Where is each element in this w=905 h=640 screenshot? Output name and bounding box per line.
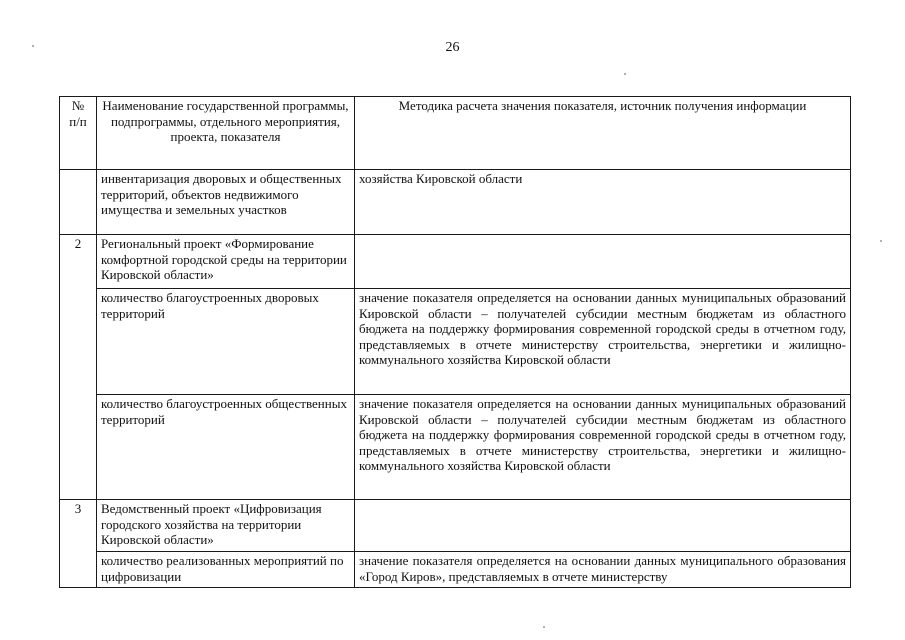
row-name: количество благоустроенных дворовых территорий <box>97 289 355 395</box>
scan-speck <box>32 45 34 47</box>
row-num <box>60 395 97 500</box>
header-name: Наименование государственной программы, подпрограммы, отдельного мероприятия, проекта, показателя <box>97 97 355 170</box>
row-method <box>355 235 851 289</box>
row-num: 3 <box>60 500 97 552</box>
table-row <box>60 235 851 289</box>
table-row <box>60 170 851 235</box>
row-num: 2 <box>60 235 97 289</box>
table-header-row <box>60 97 851 170</box>
row-num <box>60 552 97 588</box>
table-row <box>60 552 851 588</box>
table-row <box>60 395 851 500</box>
row-method <box>355 500 851 552</box>
row-num <box>60 289 97 395</box>
table-row <box>60 289 851 395</box>
row-name: Ведомственный проект «Цифровизация городского хозяйства на территории Кировской области» <box>97 500 355 552</box>
row-method: значение показателя определяется на основании данных муниципальных образований Кировской области – получателей субсидии местным бюджетам из областного бюджета на поддержку формирования современной городской среды в отчетном году, представляемых в отчете министерству строительства, энергетики и жилищно-коммунального хозяйства Кировской области <box>355 289 851 395</box>
page-number: 26 <box>445 40 460 55</box>
header-num: № п/п <box>60 97 97 170</box>
row-method: значение показателя определяется на основании данных муниципальных образований Кировской области – получателей субсидии местным бюджетам из областного бюджета на поддержку формирования современной городской среды в отчетном году, представляемых в отчете министерству строительства, энергетики и жилищно-коммунального хозяйства Кировской области <box>355 395 851 500</box>
scan-speck <box>880 240 882 242</box>
row-method: значение показателя определяется на основании данных муниципального образования «Город Киров», представляемых в отчете министерству <box>355 552 851 588</box>
scan-speck <box>543 626 545 628</box>
row-name: инвентаризация дворовых и общественных территорий, объектов недвижимого имущества и земельных участков <box>97 170 355 235</box>
indicator-methodology-table <box>59 96 851 588</box>
row-method: хозяйства Кировской области <box>355 170 851 235</box>
row-name: Региональный проект «Формирование комфортной городской среды на территории Кировской области» <box>97 235 355 289</box>
row-name: количество благоустроенных общественных территорий <box>97 395 355 500</box>
table-row <box>60 500 851 552</box>
row-name: количество реализованных мероприятий по цифровизации <box>97 552 355 588</box>
header-method: Методика расчета значения показателя, источник получения информации <box>355 97 851 170</box>
scan-speck <box>624 73 626 75</box>
row-num <box>60 170 97 235</box>
